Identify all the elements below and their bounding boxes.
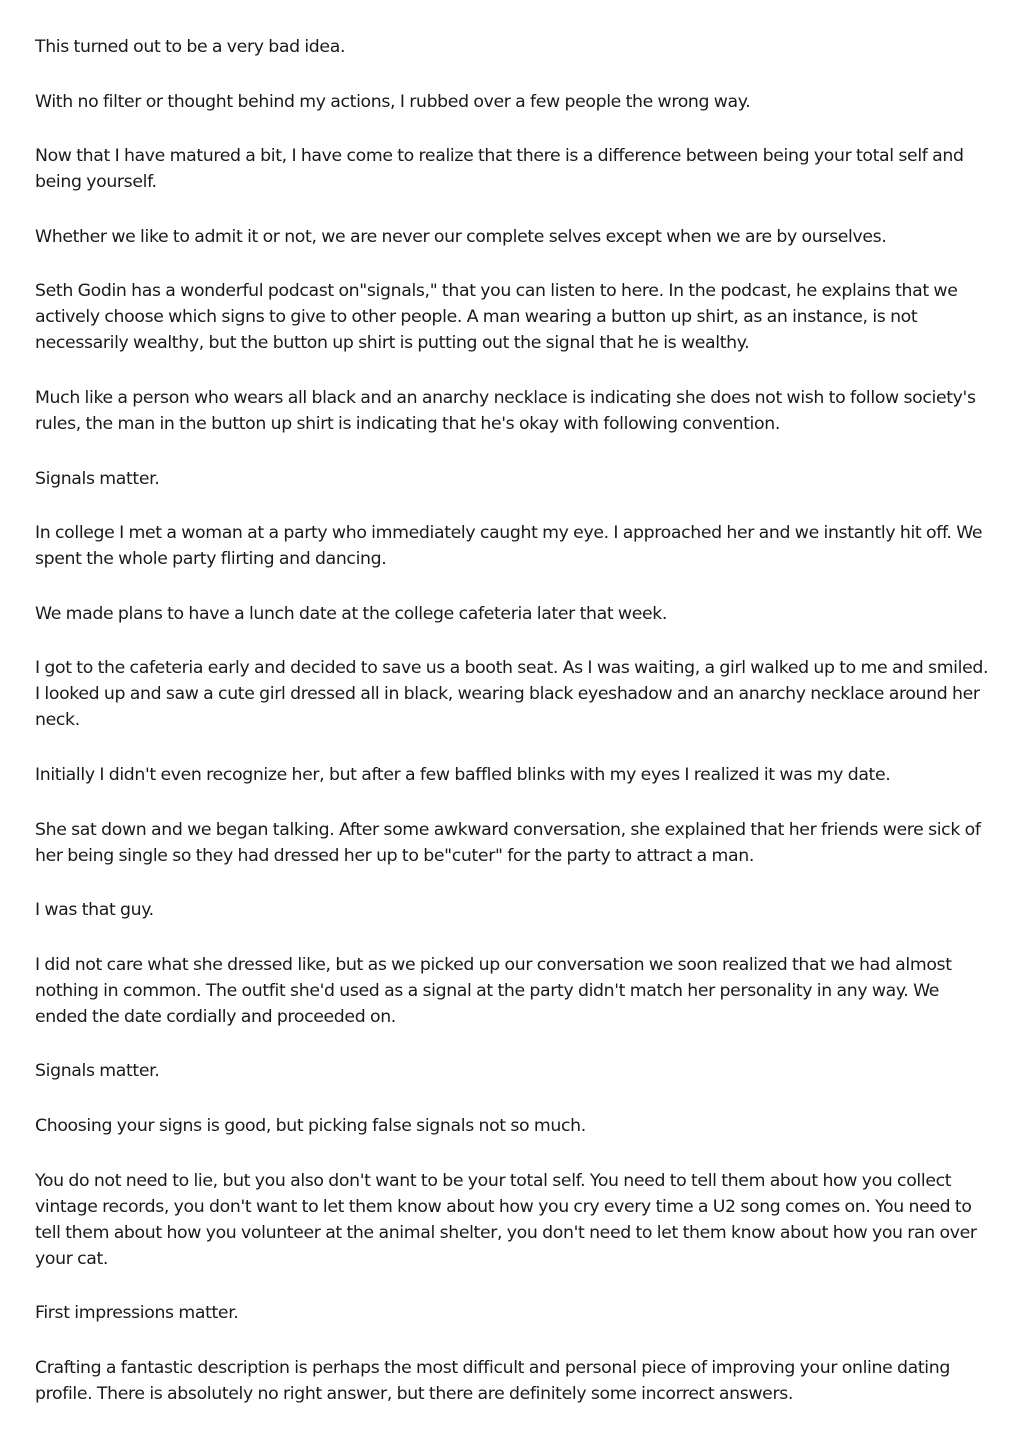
paragraph: Now that I have matured a bit, I have come to realize that there is a difference between being your total self and being yourself. [35,146,964,193]
paragraph: First impressions matter. [35,1303,239,1324]
paragraph: You do not need to lie, but you also don't want to be your total self. You need to tell them about how you collect vintage records, you don't want to let them know about how you cry every time a U2 song comes on. You need to tell them about how you volunteer at the animal shelter, you don't need to let them know about how you ran over your cat. [35,1170,977,1269]
paragraph: In college I met a woman at a party who immediately caught my eye. I approached her and we instantly hit off. We spent the whole party flirting and dancing. [35,523,983,570]
paragraph: I did not care what she dressed like, but as we picked up our conversation we soon realized that we had almost nothing in common. The outfit she'd used as a signal at the party didn't match her personality in any way. We ended the date cordially and proceeded on. [35,954,952,1027]
paragraph: Crafting a fantastic description is perhaps the most difficult and personal piece of improving your online dating profile. There is absolutely no right answer, but there are definitely some incorrect answers. [35,1357,950,1404]
paragraph: She sat down and we began talking. After some awkward conversation, she explained that her friends were sick of her being single so they had dressed her up to be"cuter" for the party to attract a man. [35,819,981,866]
paragraph: I was that guy. [35,900,154,921]
paragraph: I got to the cafeteria early and decided to save us a booth seat. As I was waiting, a girl walked up to me and smiled. I looked up and saw a cute girl dressed all in black, wearing black eyeshadow and an anarchy necklace around her neck. [35,658,989,731]
paragraph: This turned out to be a very bad idea. [35,37,346,57]
paragraph: Signals matter. [35,468,160,489]
paragraph: Signals matter. [35,1061,160,1082]
paragraph: Seth Godin has a wonderful podcast on"signals," that you can listen to here. In the podcast, he explains that we actively choose which signs to give to other people. A man wearing a button up shirt, as an instance, is not necessarily wealthy, but the button up shirt is putting out the signal that he is wealthy. [35,281,958,354]
paragraph: Much like a person who wears all black and an anarchy necklace is indicating she does not wish to follow society's rules, the man in the button up shirt is indicating that he's okay with following convention. [35,387,976,434]
paragraph: Choosing your signs is good, but picking false signals not so much. [35,1115,586,1136]
article-body [35,34,993,1407]
paragraph: With no filter or thought behind my actions, I rubbed over a few people the wrong way. [35,91,751,112]
paragraph: We made plans to have a lunch date at the college cafeteria later that week. [35,603,668,624]
paragraph: Initially I didn't even recognize her, but after a few baffled blinks with my eyes I realized it was my date. [35,764,891,785]
paragraph: Whether we like to admit it or not, we are never our complete selves except when we are by ourselves. [35,226,887,247]
